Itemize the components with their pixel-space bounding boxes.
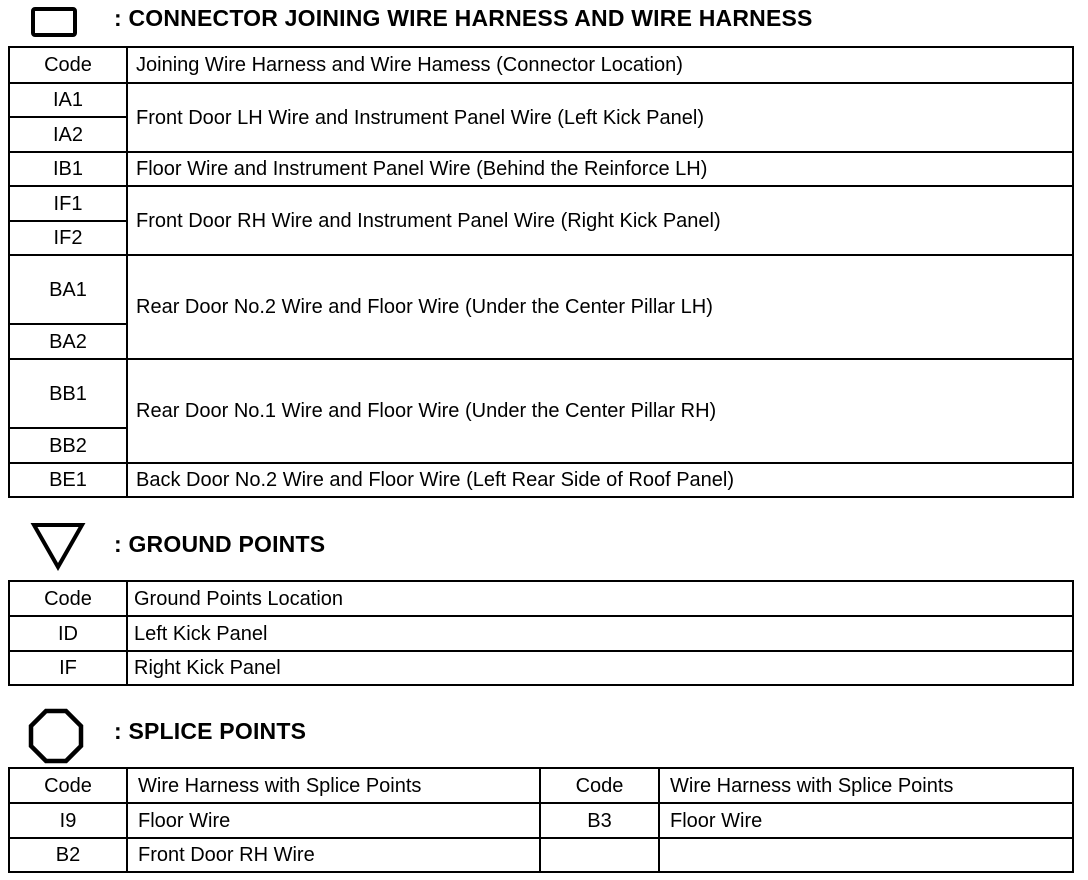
triangle-down-icon bbox=[30, 521, 86, 571]
connector-location: Back Door No.2 Wire and Floor Wire (Left Rear Side of Roof Panel) bbox=[127, 463, 1073, 497]
connector-code: BE1 bbox=[9, 463, 127, 497]
table-row bbox=[9, 616, 1073, 651]
connector-code: BB1 bbox=[9, 359, 127, 428]
connector-code: BA1 bbox=[9, 255, 127, 324]
table-header-row bbox=[9, 768, 1073, 803]
connector-code: BA2 bbox=[9, 324, 127, 359]
location-header: Ground Points Location bbox=[127, 581, 1073, 616]
octagon-icon bbox=[28, 708, 84, 764]
connector-location: Front Door RH Wire and Instrument Panel Wire (Right Kick Panel) bbox=[127, 186, 1073, 255]
code-header: Code bbox=[9, 581, 127, 616]
connector-location: Rear Door No.1 Wire and Floor Wire (Under the Center Pillar RH) bbox=[127, 359, 1073, 463]
table-row bbox=[9, 803, 1073, 838]
splice-code bbox=[540, 838, 659, 872]
connector-table bbox=[8, 46, 1074, 498]
wire-harness-header: Wire Harness with Splice Points bbox=[659, 768, 1073, 803]
table-header-row bbox=[9, 47, 1073, 83]
connector-location: Front Door LH Wire and Instrument Panel Wire (Left Kick Panel) bbox=[127, 83, 1073, 152]
connector-code: IA2 bbox=[9, 117, 127, 152]
ground-table bbox=[8, 580, 1074, 686]
splice-code: B3 bbox=[540, 803, 659, 838]
connector-code: IF2 bbox=[9, 221, 127, 255]
code-header: Code bbox=[9, 768, 127, 803]
connector-code: IF1 bbox=[9, 186, 127, 221]
table-header-row bbox=[9, 581, 1073, 616]
splice-section-title: : SPLICE POINTS bbox=[114, 718, 307, 744]
table-row bbox=[9, 152, 1073, 186]
ground-code: IF bbox=[9, 651, 127, 685]
splice-wire: Front Door RH Wire bbox=[127, 838, 540, 872]
connector-location: Rear Door No.2 Wire and Floor Wire (Under the Center Pillar LH) bbox=[127, 255, 1073, 359]
connector-code: BB2 bbox=[9, 428, 127, 463]
splice-code: I9 bbox=[9, 803, 127, 838]
connector-code: IB1 bbox=[9, 152, 127, 186]
square-icon bbox=[30, 6, 78, 38]
code-header: Code bbox=[9, 47, 127, 83]
table-row bbox=[9, 651, 1073, 685]
connector-code: IA1 bbox=[9, 83, 127, 117]
ground-location: Left Kick Panel bbox=[127, 616, 1073, 651]
splice-wire: Floor Wire bbox=[127, 803, 540, 838]
table-row bbox=[9, 186, 1073, 221]
ground-code: ID bbox=[9, 616, 127, 651]
ground-section-title: : GROUND POINTS bbox=[114, 531, 326, 557]
table-row bbox=[9, 359, 1073, 428]
splice-code: B2 bbox=[9, 838, 127, 872]
splice-wire: Floor Wire bbox=[659, 803, 1073, 838]
code-header: Code bbox=[540, 768, 659, 803]
connector-section-title: : CONNECTOR JOINING WIRE HARNESS AND WIRE HARNESS bbox=[114, 5, 813, 31]
splice-table bbox=[8, 767, 1074, 873]
table-row bbox=[9, 83, 1073, 117]
wire-harness-header: Wire Harness with Splice Points bbox=[127, 768, 540, 803]
table-row bbox=[9, 838, 1073, 872]
connector-location: Floor Wire and Instrument Panel Wire (Behind the Reinforce LH) bbox=[127, 152, 1073, 186]
table-row bbox=[9, 463, 1073, 497]
description-header: Joining Wire Harness and Wire Hamess (Connector Location) bbox=[127, 47, 1073, 83]
ground-location: Right Kick Panel bbox=[127, 651, 1073, 685]
splice-wire bbox=[659, 838, 1073, 872]
table-row bbox=[9, 255, 1073, 324]
